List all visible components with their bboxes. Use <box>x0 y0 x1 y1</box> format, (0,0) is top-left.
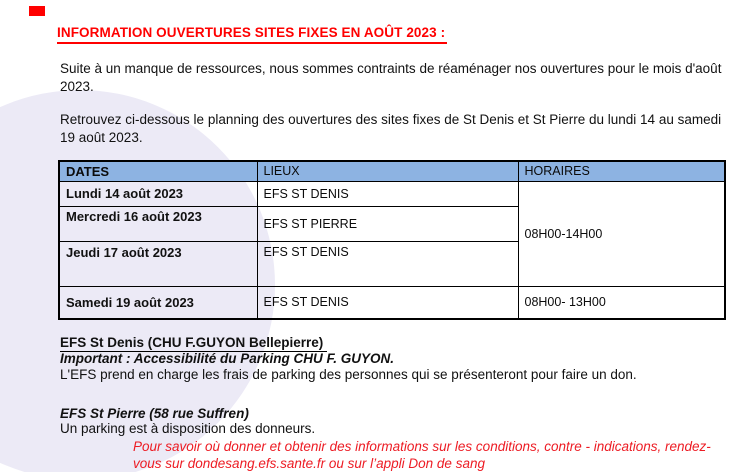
column-header-lieux: LIEUX <box>257 161 518 181</box>
st-pierre-body-line: Un parking est à disposition des donneurs. <box>60 421 316 436</box>
table-header-row <box>59 161 725 181</box>
cell-horaire: 08H00- 13H00 <box>518 286 725 319</box>
red-info-note-line2: vous sur dondesang.efs.sante.fr ou sur l’appli Don de sang <box>133 456 485 471</box>
st-denis-body-line: L'EFS prend en charge les frais de parking des personnes qui se présenteront pour faire un don. <box>60 367 637 382</box>
column-header-horaires: HORAIRES <box>518 161 725 181</box>
intro-paragraph-2: Retrouvez ci-dessous le planning des ouvertures des sites fixes de St Denis et St Pierre du lundi 14 au samedi 19 août 2023. <box>60 112 722 145</box>
red-rectangle-marker <box>29 6 45 16</box>
schedule-table <box>58 160 726 320</box>
section-heading-st-denis-text: EFS St Denis (CHU F.GUYON Bellepierre) <box>60 335 327 352</box>
intro-paragraph-1: Suite à un manque de ressources, nous sommes contraints de réaménager nos ouvertures pour le mois d'août 2023. <box>60 61 722 94</box>
red-info-note <box>133 438 733 472</box>
cell-lieu: EFS ST DENIS <box>257 181 518 206</box>
cell-lieu: EFS ST DENIS <box>257 286 518 319</box>
cell-date: Samedi 19 août 2023 <box>59 286 257 319</box>
page-title: INFORMATION OUVERTURES SITES FIXES EN AOÛT 2023 : <box>57 25 447 44</box>
column-header-dates: DATES <box>59 161 257 181</box>
cell-date: Mercredi 16 août 2023 <box>59 206 257 241</box>
section-heading-st-denis <box>60 335 327 352</box>
cell-date: Jeudi 17 août 2023 <box>59 241 257 286</box>
cell-horaire-merged: 08H00-14H00 <box>518 181 725 286</box>
table-row <box>59 286 725 319</box>
important-parking-line: Important : Accessibilité du Parking CHU F. GUYON. <box>60 351 395 366</box>
section-heading-st-pierre: EFS St Pierre (58 rue Suffren) <box>60 406 249 421</box>
cell-lieu: EFS ST DENIS <box>257 241 518 286</box>
cell-lieu: EFS ST PIERRE <box>257 206 518 241</box>
cell-date: Lundi 14 août 2023 <box>59 181 257 206</box>
red-info-note-line1: Pour savoir où donner et obtenir des informations sur les conditions, contre - indications, rendez- <box>133 439 711 454</box>
table-row <box>59 181 725 206</box>
